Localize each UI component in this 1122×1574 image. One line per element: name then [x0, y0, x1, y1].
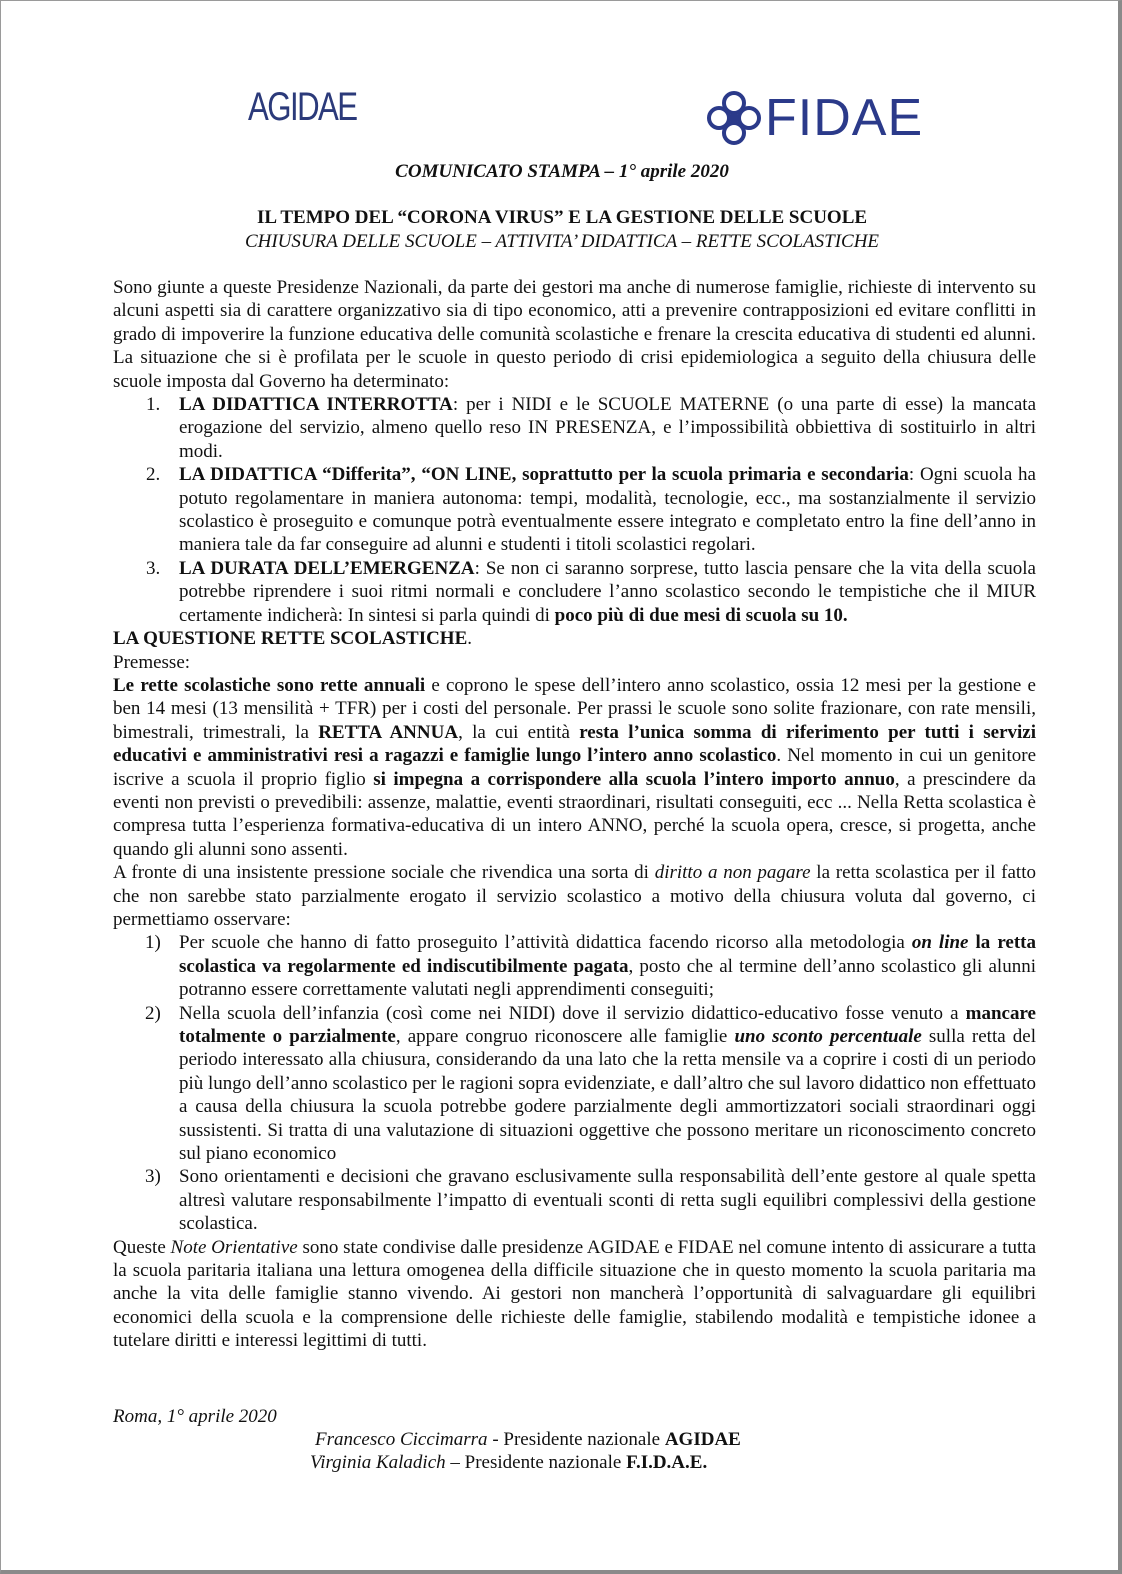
item-text: Per scuole che hanno di fatto proseguito l’attività didattica facendo ricorso alla metodologia [179, 932, 912, 954]
item-text: , appare congruo riconoscere alle famiglie [395, 1026, 735, 1047]
signatory-org: F.I.D.A.E. [626, 1452, 708, 1473]
fronte-paragraph [113, 861, 1036, 931]
rette-b1: Le rette scolastiche sono rette annuali [113, 674, 426, 696]
closing-i1: Note Orientative [170, 1236, 298, 1258]
press-release-heading: COMUNICATO STAMPA – 1° aprile 2020 [395, 161, 729, 182]
signatory-org: AGIDAE [664, 1429, 741, 1450]
item-emphasis: uno sconto percentuale [734, 1026, 922, 1047]
fronte-i1: diritto a non pagare [654, 862, 811, 884]
rette-t3: . Nel momento in cui un genitore iscrive a scuola il proprio figlio [113, 745, 1037, 790]
fronte-t2: la retta scolastica per il fatto che non sarebbe stato parzialmente erogato il servizio scolastico a motivo della chiusura voluta dal governo, ci permettiamo osservare: [113, 862, 1036, 930]
section-title: LA QUESTIONE RETTE SCOLASTICHE [113, 628, 468, 650]
closing-paragraph [113, 1236, 1036, 1353]
item-text: , posto che al termine dell’anno scolastico gli alunni potranno essere correttamente valutati negli apprendimenti conseguiti; [179, 955, 1036, 1001]
fronte-t1: A fronte di una insistente pressione sociale che rivendica una sorta di [113, 862, 655, 884]
item-heading: LA DIDATTICA INTERROTTA [179, 394, 453, 416]
item-text: sulla retta del periodo interessato alla chiusura, considerando da una lato che la retta mensile va a coprire i costi di un periodo più lungo dell’anno scolastico per le ragioni sopra evidenziate, e dall’altro che sul lavoro didattico non effettuato a causa della chiusura la scuola potrebbe godere parzialmente degli ammortizzatori sociali straordinari oggi sussistenti. Si tratta di una valutazione di situazioni oggettive che possono meritare un riconoscimento concreto sul piano economico [179, 1026, 1037, 1165]
premesse-label: Premesse: [113, 651, 191, 673]
list-item [113, 931, 1036, 1001]
item-heading: LA DIDATTICA “Differita”, “ON LINE, soprattutto per la scuola primaria e secondaria [179, 464, 909, 486]
numbered-list [113, 393, 1036, 627]
item-text: : Se non ci saranno sorprese, tutto lascia pensare che la vita della scuola potrebbe riprendere i suoi ritmi normali e concludere l’anno scolastico secondo le tempistiche che il MIUR certamente indicherà: In sintesi si parla quindi di [179, 557, 1036, 626]
observations-list [113, 931, 1036, 1235]
rette-b3: resta l’unica somma di riferimento per tutti i servizi educativi e amministrativi resi a ragazzi e famiglie lungo l’intero anno scolastico [113, 721, 1037, 767]
signatory-name: Virginia Kaladich [310, 1452, 446, 1473]
list-number: 1. [146, 394, 161, 416]
item-emphasis: on line [911, 932, 969, 954]
item-text: : per i NIDI e le SCUOLE MATERNE (o una parte di esse) la mancata erogazione del servizio, almeno quello reso IN PRESENZA, e l’impossibilità obbiettiva di sostituirlo in altri modi. [179, 394, 1036, 462]
rette-b2: RETTA ANNUA [318, 721, 459, 743]
fidae-emblem-icon [705, 89, 763, 147]
list-item [113, 1165, 1036, 1235]
item-heading: LA DURATA DELL’EMERGENZA [179, 557, 475, 579]
signatory-role: - Presidente nazionale [487, 1429, 665, 1450]
list-item [113, 557, 1036, 627]
signature-line [310, 1452, 707, 1474]
place-date: Roma, 1° aprile 2020 [113, 1406, 277, 1427]
document-title: IL TEMPO DEL “CORONA VIRUS” E LA GESTIONE DELLE SCUOLE [256, 207, 868, 228]
item-text [969, 932, 976, 953]
section-title-dot: . [467, 628, 473, 650]
section-heading [113, 627, 1036, 650]
list-item [113, 393, 1036, 463]
list-item [113, 1002, 1036, 1166]
list-number: 2. [146, 464, 161, 486]
fidae-wordmark: FIDAE [765, 89, 924, 147]
list-number: 1) [145, 932, 161, 954]
rette-t1: e coprono le spese dell’intero anno scolastico, ossia 12 mesi per la gestione e ben 14 mesi (13 mensilità + TFR) per i costi del personale. Per prassi le scuole sono solite frazionare, con rate mensili, bimestrali, trimestrali, la [113, 674, 1036, 743]
list-number: 3) [145, 1166, 161, 1188]
rette-t2: , la cui entità [458, 721, 580, 743]
signatory-role: – Presidente nazionale [445, 1452, 627, 1473]
signature-line [315, 1429, 741, 1451]
agidae-logo: AGIDAE [248, 85, 357, 129]
list-number: 2) [145, 1002, 161, 1024]
list-item [113, 463, 1036, 557]
item-text: Sono orientamenti e decisioni che gravano esclusivamente sulla responsabilità dell’ente gestore al quale spetta altresì valutare responsabilmente l’impatto di eventuali sconti di retta sugli equilibri complessivi della gestione scolastica. [179, 1166, 1036, 1235]
list-number: 3. [146, 557, 161, 579]
item-text: Nella scuola dell’infanzia (così come nei NIDI) dove il servizio didattico-educativo fosse venuto a [179, 1002, 966, 1024]
intro-paragraph: Sono giunte a queste Presidenze Nazionali, da parte dei gestori ma anche di numerose famiglie, richieste di intervento su alcuni aspetti sia di carattere organizzativo sia di tipo economico, atti a prevenire contrapposizioni ed evitare conflitti in grado di impoverire la funzione educativa delle comunità scolastiche e frenare la crescita educativa di studenti ed alunni. La situazione che si è profilata per le scuole in questo periodo di crisi epidemiologica a seguito della chiusura delle scuole imposta dal Governo ha determinato: [113, 277, 1036, 392]
document-subtitle: CHIUSURA DELLE SCUOLE – ATTIVITA’ DIDATTICA – RETTE SCOLASTICHE [244, 231, 880, 252]
rette-b4: si impegna a corrispondere alla scuola l’intero importo annuo [373, 768, 895, 790]
item-bold: la retta scolastica va regolarmente ed indiscutibilmente pagata [179, 932, 1037, 977]
rette-t4: , a prescindere da eventi non previsti o prevedibili: assenze, malattie, eventi straordinari, risultati conseguiti, ecc ... Nella Retta scolastica è compresa tutta l’esperienza formativa-educativa di un intero ANNO, perché la scuola opera, cresce, si progetta, anche quando gli alunni sono assenti. [113, 768, 1036, 860]
item-text: : Ogni scuola ha potuto regolamentare in maniera autonoma: tempi, modalità, tecnologie, ecc., ma sostanzialmente il servizio scolastico è proseguito e comunque potrà eventualmente essere integrato e completato entro la fine dell’anno in maniera tale da far conseguire ad alunni e studenti i titoli scolastici regolari. [179, 464, 1036, 556]
closing-t2: sono state condivise dalle presidenze AGIDAE e FIDAE nel comune intento di assicurare a tutta la scuola paritaria italiana una lettura omogenea della difficile situazione che in questo momento la scuola paritaria ma anche la vita delle famiglie stanno vivendo. Ai gestori non mancherà l’opportunità di salvaguardare gli equilibri economici della scuola e la comprensione delle richieste delle famiglie, stabilendo modalità e tempistiche idonee a tutelare diritti e interessi legittimi di tutti. [113, 1236, 1036, 1352]
fidae-logo [705, 89, 923, 147]
item-bold: mancare totalmente o parzialmente [179, 1002, 1036, 1047]
document-body [113, 276, 1036, 1353]
signatory-name: Francesco Ciccimarra [315, 1429, 488, 1450]
item-emphasis: poco più di due mesi di scuola su 10. [554, 604, 848, 626]
closing-t1: Queste [113, 1236, 171, 1258]
rette-paragraph [113, 674, 1036, 861]
